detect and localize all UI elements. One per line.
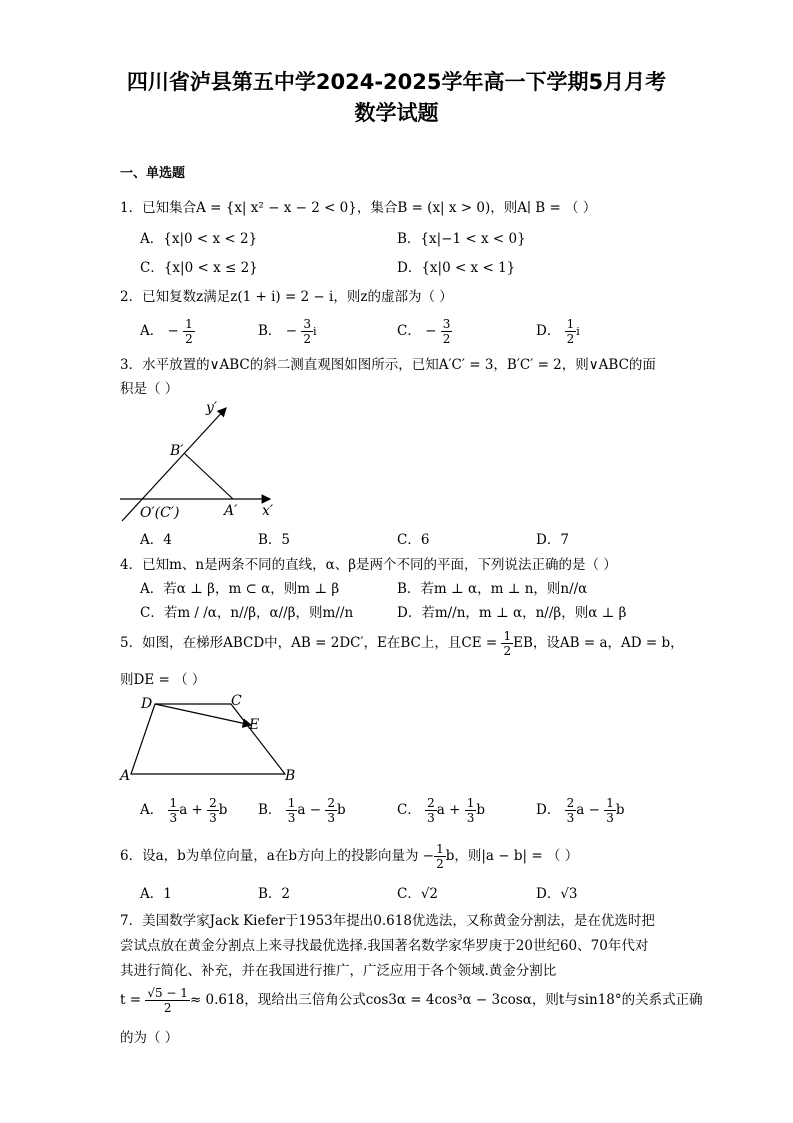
question-1-option-b: B．{x|−1 < x < 0}: [397, 231, 526, 247]
fraction: $\frac{1}{2}$: [566, 317, 575, 346]
point-o-label: O′(C′): [140, 505, 180, 521]
point-a-label: A′: [224, 503, 238, 519]
fraction: $\frac{1}{2}$: [503, 629, 512, 658]
question-1-option-c: C．{x|0 < x ≤ 2}: [140, 260, 258, 276]
question-3-stem-line2: 积是（ ）: [120, 381, 179, 397]
option-letter: C．: [397, 802, 421, 818]
y-axis-label: y′: [206, 400, 218, 416]
question-1-option-d: D．{x|0 < x < 1}: [397, 260, 516, 276]
question-3-option-d: D．7: [536, 532, 569, 548]
formula-lhs: t =: [120, 992, 142, 1008]
question-2-option-d: [536, 318, 580, 345]
question-7-line1: 7．美国数学家Jack Kiefer于1953年提出0.618优选法，又称黄金分割法，是在优选时把: [120, 913, 655, 929]
question-4-option-a: A．若α ⊥ β，m ⊂ α，则m ⊥ β: [140, 581, 340, 597]
sign: −: [167, 323, 179, 339]
option-letter: B．: [258, 323, 282, 339]
option-letter: C．: [397, 323, 421, 339]
question-7-line3: 其进行简化、补充，并在我国进行推广，广泛应用于各个领域.黄金分割比: [120, 963, 557, 979]
formula-rest: ≈ 0.618，现给出三倍角公式cos3α = 4cos³α − 3cosα，则t与sin18°的关系式正确: [189, 992, 703, 1008]
expr: a +: [436, 802, 461, 818]
question-3-stem-line1: 3．水平放置的∨ABC的斜二测直观图如图所示，已知A′C′ = 3，B′C′ = 2，则∨ABC的面: [120, 357, 656, 373]
question-2-stem: 2．已知复数z满足z(1 + i) = 2 − i，则z的虚部为（ ）: [120, 289, 453, 305]
sign: −: [425, 323, 437, 339]
x-axis-label: x′: [262, 503, 274, 519]
fraction: $\frac{1}{3}$: [606, 796, 614, 825]
page-title: 四川省泸县第五中学2024-2025学年高一下学期5月月考: [126, 70, 667, 94]
fraction: $\frac{1}{3}$: [466, 796, 475, 825]
fraction: $\frac{1}{2}$: [436, 842, 444, 871]
stem-part-a: 5．如图，在梯形ABCD中，AB = 2DC′，E在BC上，且CE =: [120, 635, 498, 651]
fraction: $\frac{3}{2}$: [303, 317, 311, 346]
vertex-e-label: E: [249, 717, 260, 733]
fraction: $\frac{2}{3}$: [327, 796, 335, 825]
question-5-option-c: [397, 797, 485, 824]
segment-b-a: [184, 453, 233, 499]
question-4-option-c: C．若m / /α，n//β，α//β，则m//n: [140, 605, 354, 621]
question-2-option-b: [258, 318, 317, 345]
question-5-option-a: [140, 797, 227, 824]
expr: b: [336, 802, 346, 818]
trapezoid-figure: [115, 692, 305, 787]
imag-unit: i: [576, 325, 580, 338]
question-7-line5: 的为（ ）: [120, 1030, 179, 1046]
question-6-option-c: C．√2: [397, 886, 439, 902]
question-1-option-a: A．{x|0 < x < 2}: [140, 231, 258, 247]
vertex-c-label: C: [231, 693, 242, 709]
question-3-option-a: A．4: [140, 532, 172, 548]
fraction: $\frac{3}{2}$: [442, 317, 451, 346]
question-4-option-d: D．若m//n，m ⊥ α，n//β，则α ⊥ β: [397, 605, 627, 621]
fraction: $\frac{2}{3}$: [427, 796, 435, 825]
question-2-option-c: [397, 318, 452, 345]
option-letter: A．: [140, 802, 164, 818]
question-1-stem: 1．已知集合A = {x| x² − x − 2 < 0}，集合B = (x| x > 0)，则A∣ B = （ ）: [120, 200, 597, 216]
expr: b: [476, 802, 486, 818]
question-2-option-a: [140, 318, 195, 345]
option-letter: B．: [258, 802, 282, 818]
question-6-option-d: D．√3: [536, 886, 578, 902]
fraction: $\frac{1}{2}$: [185, 317, 193, 346]
question-5-stem-line2: 则DE = （ ）: [120, 672, 206, 688]
question-6-option-b: B．2: [258, 886, 291, 902]
option-letter: D．: [536, 323, 561, 339]
question-4-option-b: B．若m ⊥ α，m ⊥ n，则n//α: [397, 581, 588, 597]
point-b-label: B′: [170, 443, 184, 459]
question-6-stem: [120, 843, 578, 870]
sign: −: [285, 323, 298, 339]
question-3-option-b: B．5: [258, 532, 291, 548]
question-7-line4: [120, 987, 703, 1014]
page-subtitle: 数学试题: [354, 101, 439, 125]
golden-ratio-fraction: $\frac{√5 - 1}{2}$: [147, 986, 188, 1015]
option-letter: A．: [140, 323, 164, 339]
fraction: $\frac{1}{3}$: [169, 796, 178, 825]
fraction: $\frac{2}{3}$: [566, 796, 575, 825]
stem-part-a: 6．设a，b为单位向量，a在b方向上的投影向量为 −: [120, 848, 435, 864]
expr: a −: [576, 802, 600, 818]
option-letter: D．: [536, 802, 561, 818]
vertex-a-label: A: [120, 768, 131, 784]
fraction: $\frac{1}{3}$: [287, 796, 296, 825]
vertex-d-label: D: [141, 696, 153, 712]
section-heading: 一、单选题: [120, 166, 186, 181]
question-5-stem-line1: [120, 630, 684, 657]
expr: a +: [179, 802, 203, 818]
expr: b: [615, 802, 625, 818]
question-3-option-c: C．6: [397, 532, 430, 548]
question-5-option-b: [258, 797, 346, 824]
vertex-b-label: B: [285, 768, 296, 784]
stem-part-b: EB，设AB = a，AD = b，: [513, 635, 684, 651]
question-5-option-d: [536, 797, 625, 824]
trapezoid-outline: [131, 704, 285, 774]
imag-unit: i: [312, 325, 317, 338]
question-4-stem: 4．已知m、n是两条不同的直线，α、β是两个不同的平面，下列说法正确的是（ ）: [120, 557, 617, 573]
stem-part-b: b，则|a − b| = （ ）: [445, 848, 579, 864]
question-6-option-a: A．1: [140, 886, 172, 902]
question-7-line2: 尝试点放在黄金分割点上来寻找最优选择.我国著名数学家华罗庚于20世纪60、70年代对: [120, 938, 649, 954]
expr: b: [218, 802, 228, 818]
oblique-axes-figure: [110, 395, 290, 525]
expr: a −: [297, 802, 322, 818]
fraction: $\frac{2}{3}$: [209, 796, 217, 825]
